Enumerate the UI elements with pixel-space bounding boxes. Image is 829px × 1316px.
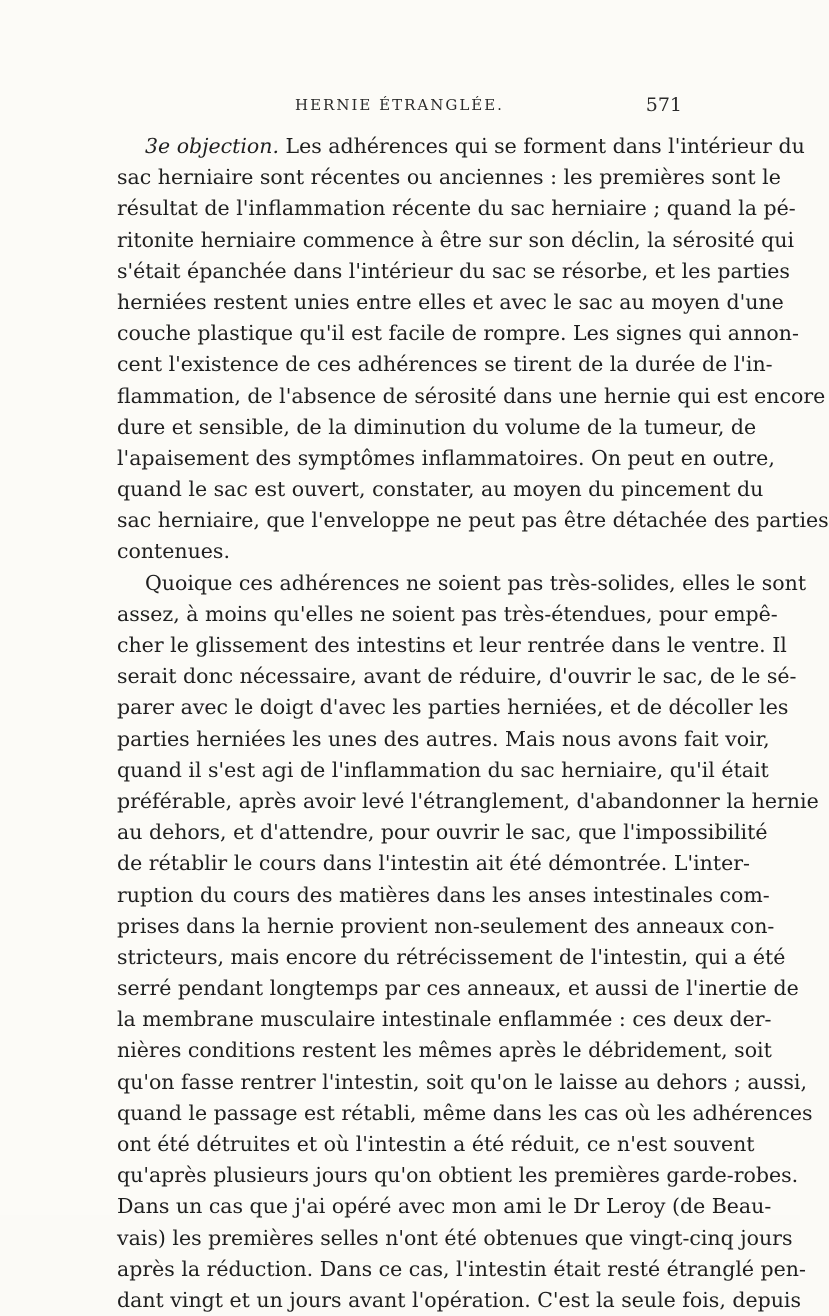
text-line: dant vingt et un jours avant l'opération. C'est la seule fois, depuis	[117, 1287, 802, 1312]
text-line: de rétablir le cours dans l'intestin ait été démontrée. L'inter-	[117, 851, 750, 876]
text-line: sac herniaire, que l'enveloppe ne peut pas être détachée des parties	[117, 508, 829, 533]
text-line: sac herniaire sont récentes ou anciennes : les premières sont le	[117, 165, 781, 190]
text-line: contenues.	[117, 539, 230, 564]
text-line: flammation, de l'absence de sérosité dans une hernie qui est encore	[117, 383, 826, 408]
text-line: parer avec le doigt d'avec les parties herniées, et de décoller les	[117, 695, 789, 720]
text-line: Quoique ces adhérences ne soient pas très-solides, elles le sont	[145, 570, 807, 595]
text-line: cher le glissement des intestins et leur rentrée dans le ventre. Il	[117, 633, 787, 657]
text-line: la membrane musculaire intestinale enflammée : ces deux der-	[117, 1007, 772, 1032]
text-line: assez, à moins qu'elles ne soient pas très-étendues, pour empê-	[117, 601, 778, 626]
text-line: ont été détruites et où l'intestin a été réduit, ce n'est souvent	[117, 1132, 755, 1156]
text-line: stricteurs, mais encore du rétrécissement de l'intestin, qui a été	[117, 944, 786, 969]
text-line: quand le sac est ouvert, constater, au moyen du pincement du	[117, 477, 764, 502]
text-line: résultat de l'inflammation récente du sac herniaire ; quand la pé-	[117, 196, 796, 221]
text-line: qu'on fasse rentrer l'intestin, soit qu'on le laisse au dehors ; aussi,	[117, 1069, 807, 1094]
text-line: quand il s'est agi de l'inflammation du sac herniaire, qu'il était	[117, 757, 769, 782]
running-title: HERNIE ÉTRANGLÉE.	[295, 96, 504, 114]
text-line-rest: Les adhérences qui se forment dans l'intérieur du	[278, 134, 805, 158]
text-line: s'était épanchée dans l'intérieur du sac se résorbe, et les parties	[117, 258, 790, 283]
text-line: Dans un cas que j'ai opéré avec mon ami le Dr Leroy (de Beau-	[117, 1194, 772, 1219]
paragraph-objection	[117, 131, 829, 568]
objection-label: 3e objection.	[145, 134, 279, 158]
text-line: ritonite herniaire commence à être sur son déclin, la sérosité qui	[117, 227, 795, 252]
text-line: l'apaisement des symptômes inflammatoires. On peut en outre,	[117, 445, 775, 470]
text-line: au dehors, et d'attendre, pour ouvrir le sac, que l'impossibilité	[117, 820, 768, 845]
text-line: après la réduction. Dans ce cas, l'intestin était resté étranglé pen-	[117, 1256, 806, 1281]
body-text	[117, 131, 829, 1316]
text-line: vais) les premières selles n'ont été obtenues que vingt-cinq jours	[117, 1225, 793, 1250]
text-line: prises dans la hernie provient non-seulement des anneaux con-	[117, 913, 775, 938]
running-head	[117, 96, 682, 126]
text-line: cent l'existence de ces adhérences se tirent de la durée de l'in-	[117, 352, 773, 377]
paragraph-adherences	[117, 568, 819, 1316]
text-line: ruption du cours des matières dans les anses intestinales com-	[117, 882, 770, 907]
text-line: dure et sensible, de la diminution du volume de la tumeur, de	[117, 414, 757, 439]
text-line: serré pendant longtemps par ces anneaux, et aussi de l'inertie de	[117, 976, 799, 1001]
text-line: qu'après plusieurs jours qu'on obtient les premières garde-robes.	[117, 1163, 799, 1188]
text-line	[117, 131, 805, 162]
text-line: parties herniées les unes des autres. Mais nous avons fait voir,	[117, 726, 770, 751]
page-number: 571	[645, 94, 682, 116]
text-line: couche plastique qu'il est facile de rompre. Les signes qui annon-	[117, 321, 799, 346]
text-line: serait donc nécessaire, avant de réduire, d'ouvrir le sac, de le sé-	[117, 664, 797, 689]
text-line: préférable, après avoir levé l'étranglement, d'abandonner la hernie	[117, 788, 819, 813]
text-line: quand le passage est rétabli, même dans les cas où les adhérences	[117, 1100, 813, 1125]
text-line: nières conditions restent les mêmes après le débridement, soit	[117, 1038, 772, 1063]
text-line: herniées restent unies entre elles et avec le sac au moyen d'une	[117, 289, 784, 314]
